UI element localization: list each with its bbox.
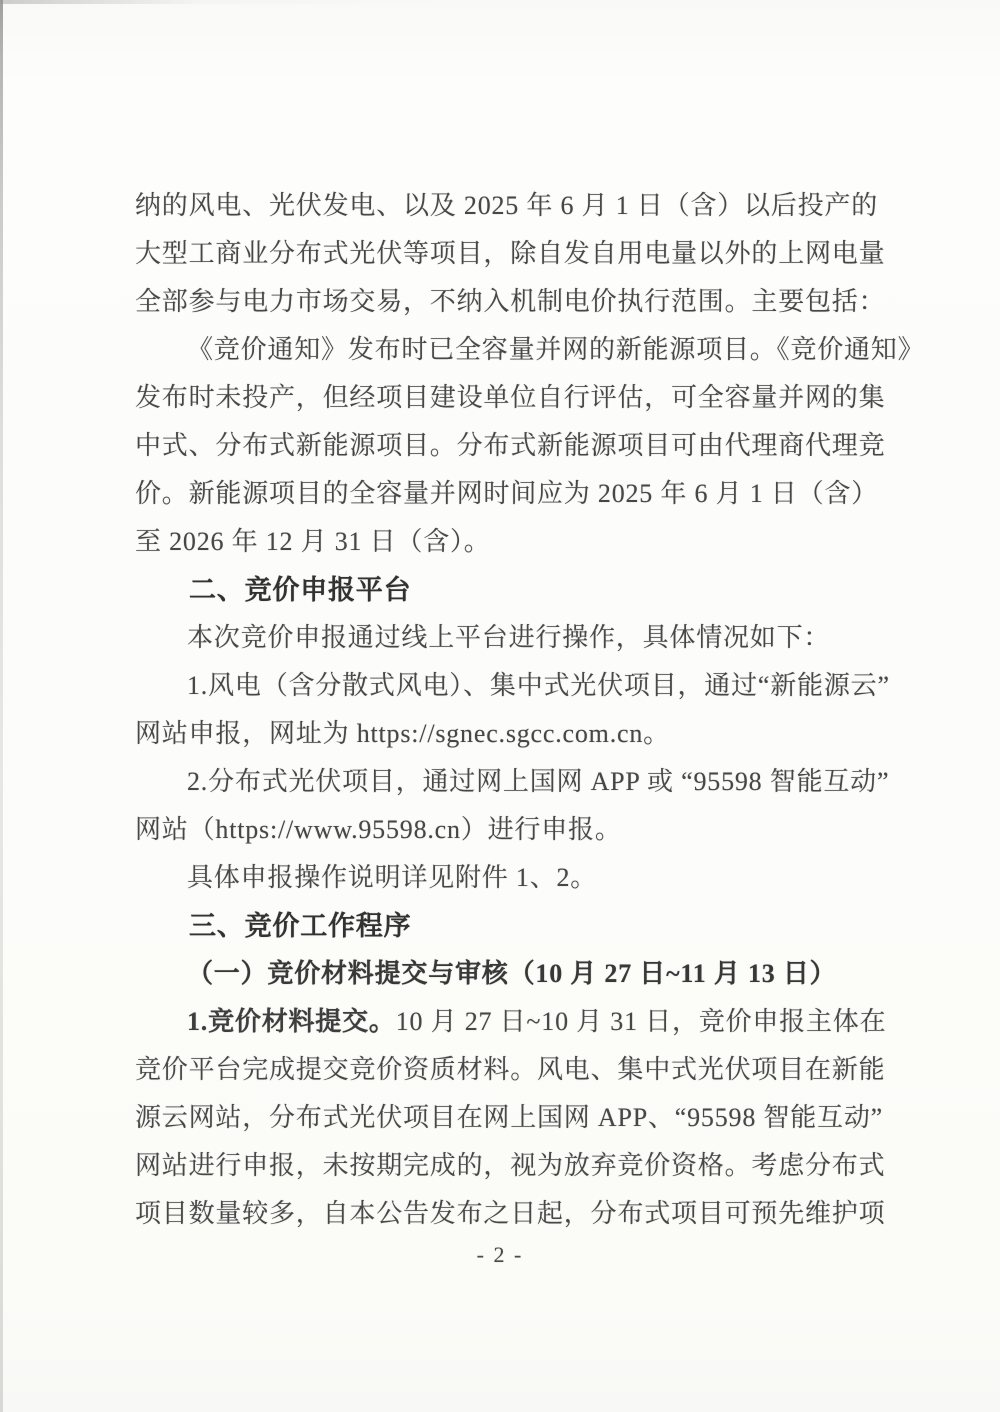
body-text-line: 项目数量较多，自本公告发布之日起，分布式项目可预先维护项 bbox=[135, 1199, 886, 1228]
body-text-line: 大型工商业分布式光伏等项目，除自发自用电量以外的上网电量 bbox=[135, 239, 886, 268]
body-text-line: 价。新能源项目的全容量并网时间应为 2025 年 6 月 1 日（含） bbox=[135, 479, 879, 508]
body-text-line: 发布时未投产，但经项目建设单位自行评估，可全容量并网的集 bbox=[135, 383, 886, 412]
body-text-line: 网站进行申报，未按期完成的，视为放弃竞价资格。考虑分布式 bbox=[135, 1151, 886, 1180]
document-body bbox=[135, 182, 925, 1238]
body-text-line: 竞价平台完成提交竞价资质材料。风电、集中式光伏项目在新能 bbox=[135, 1055, 886, 1084]
body-text-line: 《竞价通知》发布时已全容量并网的新能源项目。《竞价通知》 bbox=[187, 335, 925, 364]
body-text-line: 全部参与电力市场交易，不纳入机制电价执行范围。主要包括： bbox=[135, 287, 886, 316]
body-text-line: 源云网站，分布式光伏项目在网上国网 APP、“95598 智能互动” bbox=[135, 1103, 883, 1132]
body-text-line: 1.风电（含分散式风电）、集中式光伏项目，通过“新能源云” bbox=[187, 671, 890, 700]
inline-run-in-heading: 1.竞价材料提交。 bbox=[187, 1007, 396, 1036]
body-text-line: 2.分布式光伏项目，通过网上国网 APP 或 “95598 智能互动” bbox=[187, 767, 890, 796]
subsection-heading: （一）竞价材料提交与审核（10 月 27 日~11 月 13 日） bbox=[187, 959, 837, 988]
page-number: - 2 - bbox=[476, 1242, 524, 1267]
body-text-line: 中式、分布式新能源项目。分布式新能源项目可由代理商代理竞 bbox=[135, 431, 886, 460]
body-text-line: 至 2026 年 12 月 31 日（含）。 bbox=[135, 527, 491, 556]
body-text-line-url: 网站申报，网址为 https://sgnec.sgcc.com.cn。 bbox=[135, 719, 670, 748]
section-heading-2: 二、竞价申报平台 bbox=[189, 575, 412, 605]
section-heading-3: 三、竞价工作程序 bbox=[189, 911, 412, 941]
body-text-segment: 10 月 27 日~10 月 31 日，竞价申报主体在 bbox=[395, 1007, 887, 1036]
body-text-line-url: 网站（https://www.95598.cn）进行申报。 bbox=[135, 815, 622, 844]
body-text-line bbox=[135, 998, 887, 1046]
body-text-line: 具体申报操作说明详见附件 1、2。 bbox=[187, 863, 598, 892]
scan-left-edge-artifact bbox=[0, 0, 3, 1412]
body-text-line: 纳的风电、光伏发电、以及 2025 年 6 月 1 日（含）以后投产的 bbox=[135, 191, 879, 220]
scan-top-edge-artifact bbox=[0, 0, 1000, 4]
body-text-line: 本次竞价申报通过线上平台进行操作，具体情况如下： bbox=[187, 623, 831, 652]
